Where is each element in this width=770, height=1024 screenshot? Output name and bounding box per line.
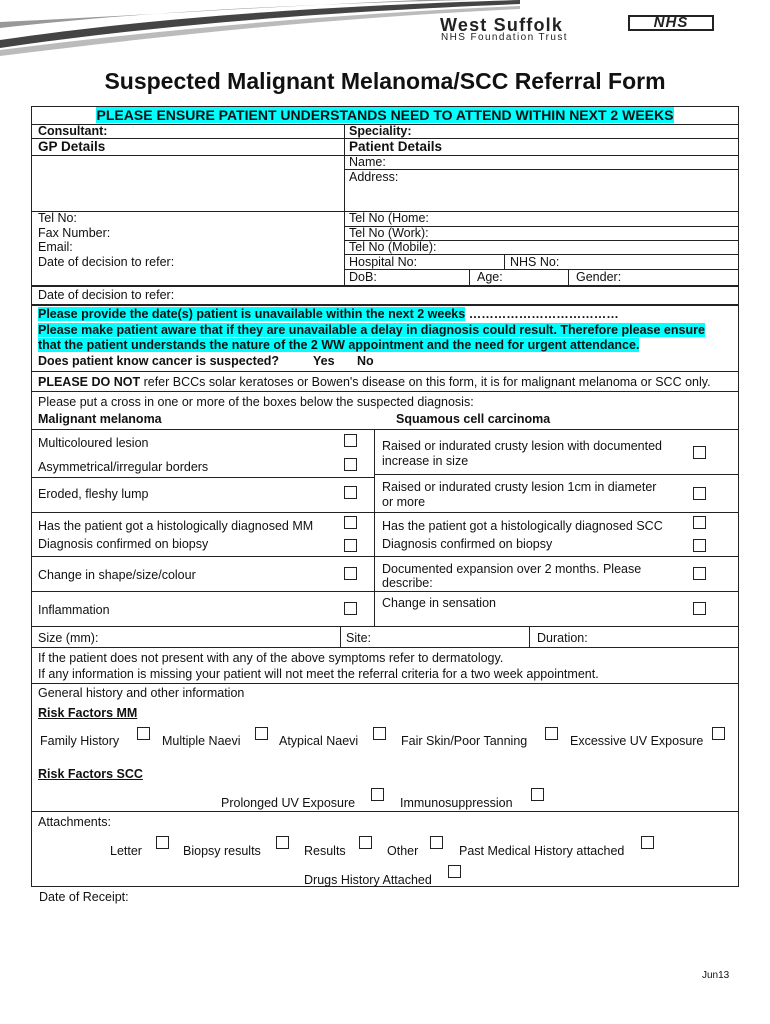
banner-text: PLEASE ENSURE PATIENT UNDERSTANDS NEED TO ATTEND WITHIN NEXT 2 WEEKS [96, 107, 674, 123]
risk-immuno-checkbox[interactable] [531, 788, 544, 801]
org-subtitle: NHS Foundation Trust [441, 32, 568, 43]
risk-uv-label: Excessive UV Exposure [570, 734, 704, 748]
dermatology-note: If the patient does not present with any of the above symptoms refer to dermatology. [38, 651, 504, 665]
aware-line-1 [38, 323, 705, 337]
scc-expansion-label-a: Documented expansion over 2 months. Please [382, 562, 642, 576]
cross-instruction: Please put a cross in one or more of the boxes below the suspected diagnosis: [38, 395, 474, 409]
address-label: Address: [349, 170, 399, 184]
tel-home-label: Tel No (Home: [349, 211, 429, 225]
scc-heading: Squamous cell carcinoma [396, 412, 551, 426]
duration-label: Duration: [537, 631, 588, 645]
risk-atypical-label: Atypical Naevi [279, 734, 359, 748]
nhs-no-label: NHS No: [510, 255, 560, 269]
scc-raised1-label-a: Raised or indurated crusty lesion with documented [382, 439, 663, 453]
risk-immuno-label: Immunosuppression [400, 796, 513, 810]
mm-histo-checkbox[interactable] [344, 516, 357, 529]
attach-biopsy-label: Biopsy results [183, 844, 261, 858]
risk-naevi-checkbox[interactable] [255, 727, 268, 740]
general-history-label: General history and other information [38, 686, 245, 700]
aware-text-2: that the patient understands the nature of the 2 WW appointment and the need for urgent attendance. [38, 338, 640, 352]
mm-biopsy-label: Diagnosis confirmed on biopsy [38, 537, 209, 551]
size-label: Size (mm): [38, 631, 99, 645]
scc-sensation-checkbox[interactable] [693, 602, 706, 615]
scc-biopsy-label: Diagnosis confirmed on biopsy [382, 537, 553, 551]
mm-histo-label: Has the patient got a histologically diagnosed MM [38, 519, 314, 533]
mm-inflammation-checkbox[interactable] [344, 602, 357, 615]
attach-drugs-label: Drugs History Attached [304, 873, 432, 887]
scc-biopsy-checkbox[interactable] [693, 539, 706, 552]
mm-heading: Malignant melanoma [38, 412, 162, 426]
scc-raised2-checkbox[interactable] [693, 487, 706, 500]
patient-details-heading: Patient Details [349, 139, 443, 154]
unavailable-dates-line [38, 307, 619, 321]
cancer-question: Does patient know cancer is suspected? [38, 354, 280, 368]
scc-raised2-label-a: Raised or indurated crusty lesion 1cm in diameter [382, 480, 657, 494]
attach-results-label: Results [304, 844, 346, 858]
name-label: Name: [349, 155, 386, 169]
gender-label: Gender: [576, 270, 622, 284]
speciality-label: Speciality: [349, 124, 412, 138]
mm-asymmetrical-checkbox[interactable] [344, 458, 357, 471]
do-not-bold: PLEASE DO NOT [38, 375, 141, 389]
mm-change-label: Change in shape/size/colour [38, 568, 196, 582]
fax-label: Fax Number: [38, 226, 111, 240]
mm-inflammation-label: Inflammation [38, 603, 110, 617]
risk-skin-label: Fair Skin/Poor Tanning [401, 734, 528, 748]
tel-label: Tel No: [38, 211, 77, 225]
mm-eroded-checkbox[interactable] [344, 486, 357, 499]
scc-sensation-label: Change in sensation [382, 596, 496, 610]
nhs-logo: NHS [628, 15, 714, 31]
decision-label-2: Date of decision to refer: [38, 288, 175, 302]
tel-work-label: Tel No (Work): [349, 226, 429, 240]
unavailable-dates-text: Please provide the date(s) patient is unavailable within the next 2 weeks [38, 307, 466, 321]
attach-drugs-checkbox[interactable] [448, 865, 461, 878]
do-not-rest: refer BCCs solar keratoses or Bowen's disease on this form, it is for malignant melanoma or SCC only. [143, 375, 711, 389]
risk-prolonged-checkbox[interactable] [371, 788, 384, 801]
attach-pmh-checkbox[interactable] [641, 836, 654, 849]
date-of-receipt-label: Date of Receipt: [39, 890, 129, 904]
cancer-yes[interactable]: Yes [313, 354, 335, 368]
email-label: Email: [38, 240, 73, 254]
scc-raised1-label-b: increase in size [382, 454, 469, 468]
attach-other-label: Other [387, 844, 419, 858]
version-label: Jun13 [702, 970, 730, 981]
risk-naevi-label: Multiple Naevi [162, 734, 241, 748]
attach-results-checkbox[interactable] [359, 836, 372, 849]
risk-uv-checkbox[interactable] [712, 727, 725, 740]
attach-other-checkbox[interactable] [430, 836, 443, 849]
tel-mobile-label: Tel No (Mobile): [349, 240, 437, 254]
site-label: Site: [346, 631, 372, 645]
risk-scc-heading: Risk Factors SCC [38, 767, 143, 781]
age-label: Age: [477, 270, 503, 284]
aware-text-1: Please make patient aware that if they are unavailable a delay in diagnosis could result. Therefore please ensure [38, 323, 705, 337]
risk-mm-heading: Risk Factors MM [38, 706, 138, 720]
risk-skin-checkbox[interactable] [545, 727, 558, 740]
attach-letter-label: Letter [110, 844, 142, 858]
gp-details-heading: GP Details [38, 139, 106, 154]
hospital-no-label: Hospital No: [349, 255, 418, 269]
dob-label: DoB: [349, 270, 377, 284]
attendance-banner [31, 107, 739, 123]
risk-family-checkbox[interactable] [137, 727, 150, 740]
attach-biopsy-checkbox[interactable] [276, 836, 289, 849]
cancer-no[interactable]: No [357, 354, 374, 368]
mm-multicoloured-checkbox[interactable] [344, 434, 357, 447]
page-title: Suspected Malignant Melanoma/SCC Referral Form [104, 68, 666, 94]
risk-prolonged-label: Prolonged UV Exposure [221, 796, 356, 810]
consultant-label: Consultant: [38, 124, 108, 138]
mm-asymmetrical-label: Asymmetrical/irregular borders [38, 460, 209, 474]
mm-eroded-label: Eroded, fleshy lump [38, 487, 149, 501]
unavailable-dates-dots: ……………………………… [468, 307, 619, 321]
scc-raised2-label-b: or more [382, 495, 426, 509]
mm-biopsy-checkbox[interactable] [344, 539, 357, 552]
risk-family-label: Family History [40, 734, 120, 748]
do-not-line [38, 375, 711, 389]
attach-pmh-label: Past Medical History attached [459, 844, 625, 858]
risk-atypical-checkbox[interactable] [373, 727, 386, 740]
org-name: West Suffolk [440, 15, 564, 35]
mm-multicoloured-label: Multicoloured lesion [38, 436, 149, 450]
mm-change-checkbox[interactable] [344, 567, 357, 580]
scc-raised1-checkbox[interactable] [693, 446, 706, 459]
scc-histo-label: Has the patient got a histologically diagnosed SCC [382, 519, 663, 533]
aware-line-2 [38, 338, 639, 352]
missing-info-note: If any information is missing your patient will not meet the referral criteria for a two week appointment. [38, 667, 599, 681]
scc-expansion-checkbox[interactable] [693, 567, 706, 580]
scc-expansion-label-b: describe: [382, 576, 433, 590]
scc-histo-checkbox[interactable] [693, 516, 706, 529]
attach-letter-checkbox[interactable] [156, 836, 169, 849]
attachments-heading: Attachments: [38, 815, 111, 829]
decision-label: Date of decision to refer: [38, 255, 175, 269]
